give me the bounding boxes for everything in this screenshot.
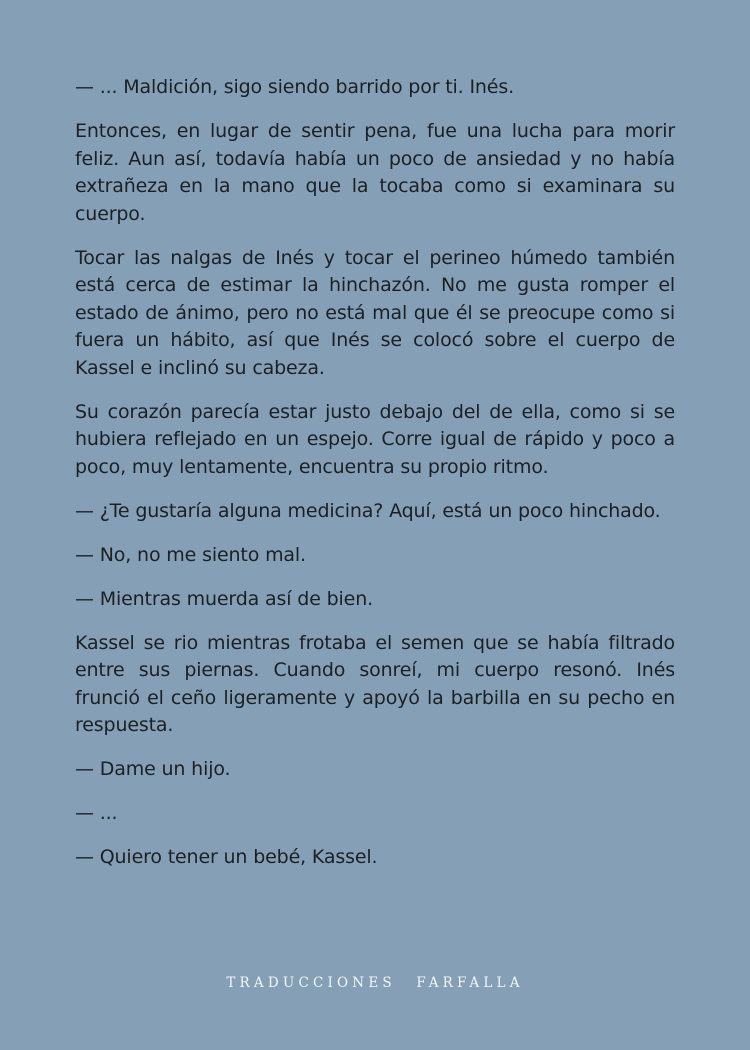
paragraph: — ... <box>75 802 118 824</box>
paragraph: Entonces, en lugar de sentir pena, fue una lucha para morir feliz. Aun así, todavía había un poco de ansiedad y no había extrañeza en la mano que la tocaba como si examinara su cuerpo. <box>75 120 675 225</box>
paragraph: — Mientras muerda así de bien. <box>75 587 374 610</box>
paragraph: Su corazón parecía estar justo debajo del de ella, como si se hubiera reflejado en un espejo. Corre igual de rápido y poco a poco, muy lentamente, encuentra su propio ritmo. <box>75 400 675 478</box>
paragraph: — Quiero tener un bebé, Kassel. <box>75 846 378 868</box>
translator-credit: TRADUCCIONES FARFALLA <box>226 975 524 991</box>
story-text <box>75 74 675 888</box>
paragraph: — Dame un hijo. <box>75 758 231 780</box>
paragraph: — ¿Te gustaría alguna medicina? Aquí, está un poco hinchado. <box>75 499 661 522</box>
paragraph: — No, no me siento mal. <box>75 543 306 566</box>
paragraph: Tocar las nalgas de Inés y tocar el perineo húmedo también está cerca de estimar la hinchazón. No me gusta romper el estado de ánimo, pero no está mal que él se preocupe como si fuera un hábito, así que Inés se colocó sobre el cuerpo de Kassel e inclinó su cabeza. <box>75 246 675 379</box>
paragraph: Kassel se rio mientras frotaba el semen que se había filtrado entre sus piernas. Cuando sonreí, mi cuerpo resonó. Inés frunció el ceño ligeramente y apoyó la barbilla en su pecho en respuesta. <box>75 631 675 736</box>
paragraph: — ... Maldición, sigo siendo barrido por ti. Inés. <box>75 76 514 98</box>
